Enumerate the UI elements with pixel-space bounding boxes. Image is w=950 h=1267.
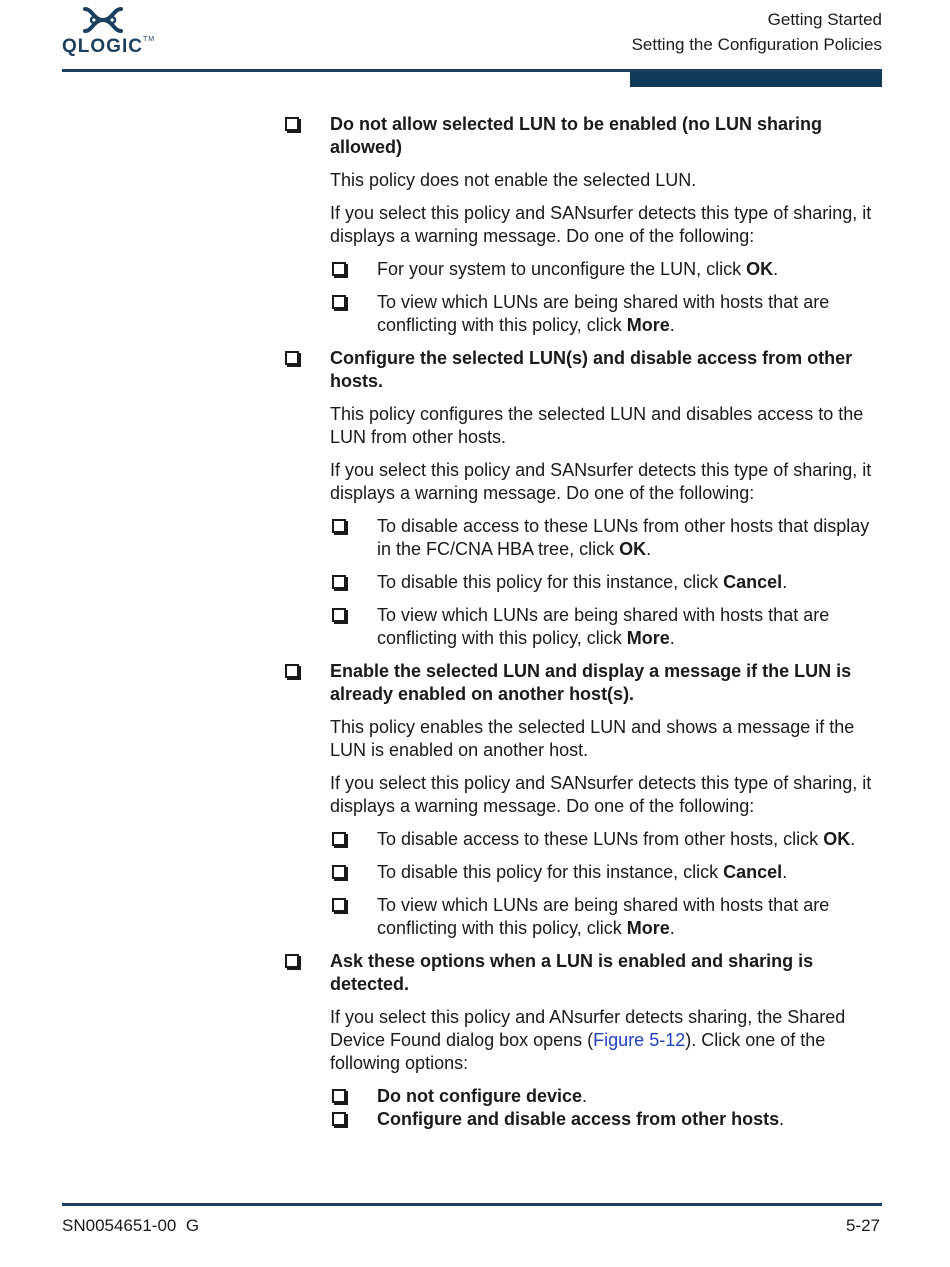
footer-rule	[62, 1203, 882, 1206]
option-list-item: Configure and disable access from other hosts.	[330, 1108, 883, 1131]
option-list-item: To disable this policy for this instance, click Cancel.	[330, 571, 883, 594]
checkbox-bullet-icon	[285, 117, 299, 131]
checkbox-bullet-icon	[285, 954, 299, 968]
policy-item	[283, 660, 883, 940]
policy-warning-text: If you select this policy and SANsurfer detects this type of sharing, it displays a warning message. Do one of the following:	[330, 203, 872, 246]
header-chapter: Getting Started	[767, 10, 882, 29]
header-rule-block	[630, 72, 882, 87]
option-list-item: To disable access to these LUNs from other hosts that display in the FC/CNA HBA tree, click OK.	[330, 515, 883, 561]
policy-warning-text: If you select this policy and SANsurfer detects this type of sharing, it displays a warning message. Do one of the following:	[330, 773, 872, 816]
figure-link[interactable]: Figure 5-12	[593, 1030, 686, 1050]
option-list-item: For your system to unconfigure the LUN, click OK.	[330, 258, 883, 281]
document-id: SN0054651-00 G	[62, 1216, 200, 1235]
checkbox-bullet-icon	[332, 1112, 346, 1126]
checkbox-bullet-icon	[285, 351, 299, 365]
policy-description: If you select this policy and ANsurfer detects sharing, the Shared Device Found dialog box opens (Figure 5-12). Click one of the following options:	[330, 1007, 846, 1073]
checkbox-bullet-icon	[332, 608, 346, 622]
option-list-item: To view which LUNs are being shared with hosts that are conflicting with this policy, click More.	[330, 291, 883, 337]
policy-description: This policy enables the selected LUN and shows a message if the LUN is enabled on another host.	[330, 717, 855, 760]
policy-item	[283, 950, 883, 1131]
policy-item	[283, 347, 883, 650]
checkbox-bullet-icon	[332, 1089, 346, 1103]
option-list-item: To view which LUNs are being shared with hosts that are conflicting with this policy, click More.	[330, 604, 883, 650]
qlogic-logo-mark	[82, 6, 124, 34]
policy-description: This policy configures the selected LUN and disables access to the LUN from other hosts.	[330, 404, 864, 447]
checkbox-bullet-icon	[332, 865, 346, 879]
page-body	[283, 113, 883, 1131]
policy-title: Ask these options when a LUN is enabled and sharing is detected.	[330, 951, 814, 994]
option-list-item: To view which LUNs are being shared with hosts that are conflicting with this policy, click More.	[330, 894, 883, 940]
policy-description: This policy does not enable the selected LUN.	[330, 170, 697, 190]
checkbox-bullet-icon	[332, 295, 346, 309]
option-list-item: Do not configure device.	[330, 1085, 883, 1108]
checkbox-bullet-icon	[285, 664, 299, 678]
checkbox-bullet-icon	[332, 519, 346, 533]
option-list-item: To disable access to these LUNs from other hosts, click OK.	[330, 828, 883, 851]
page-header	[0, 0, 950, 90]
qlogic-logo	[62, 6, 156, 60]
page-number: 5-27	[845, 1216, 880, 1235]
policy-title: Do not allow selected LUN to be enabled (no LUN sharing allowed)	[330, 114, 823, 157]
checkbox-bullet-icon	[332, 262, 346, 276]
policy-title: Configure the selected LUN(s) and disable access from other hosts.	[330, 348, 853, 391]
policy-item	[283, 113, 883, 337]
checkbox-bullet-icon	[332, 898, 346, 912]
checkbox-bullet-icon	[332, 575, 346, 589]
policy-warning-text: If you select this policy and SANsurfer detects this type of sharing, it displays a warning message. Do one of the following:	[330, 460, 872, 503]
header-section: Setting the Configuration Policies	[631, 35, 882, 54]
checkbox-bullet-icon	[332, 832, 346, 846]
logo-wordmark: QLOGIC™	[62, 36, 156, 57]
option-list-item: To disable this policy for this instance, click Cancel.	[330, 861, 883, 884]
policy-title: Enable the selected LUN and display a message if the LUN is already enabled on another host(s).	[330, 661, 852, 704]
